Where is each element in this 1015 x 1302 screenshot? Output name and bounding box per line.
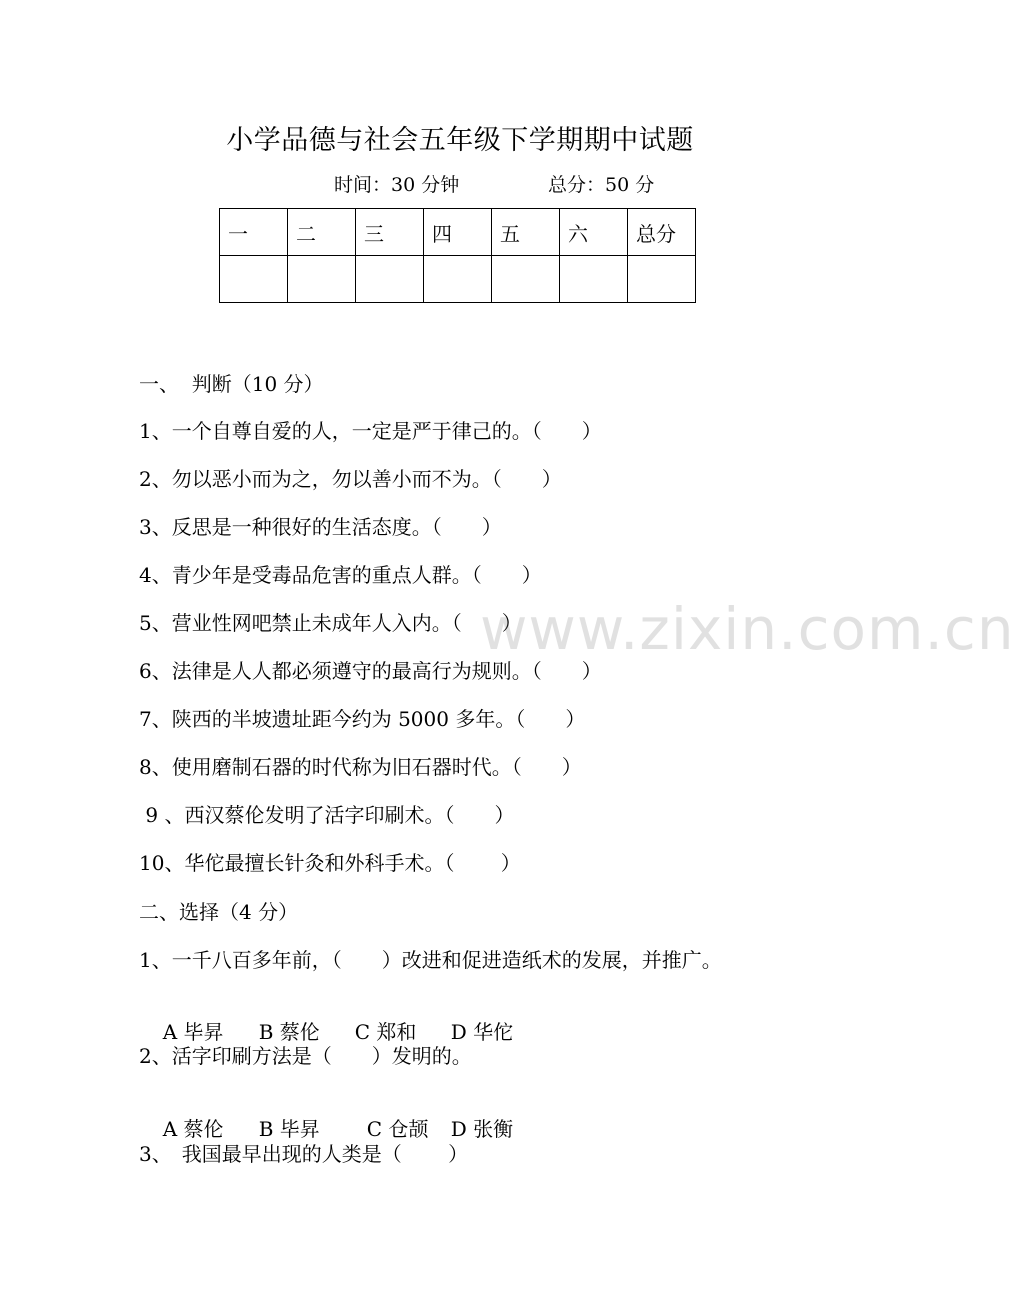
score-header-cell: 一 bbox=[220, 209, 288, 256]
total-score-label: 总分：50 分 bbox=[548, 174, 655, 196]
score-header-cell: 总分 bbox=[628, 209, 696, 256]
section-1-heading: 一、 判断（10 分） bbox=[139, 372, 324, 396]
score-value-cell[interactable] bbox=[628, 256, 696, 303]
score-value-cell[interactable] bbox=[560, 256, 628, 303]
choice-option[interactable]: B 蔡伦 bbox=[258, 1020, 320, 1044]
choice-options-2 bbox=[150, 1089, 513, 1142]
judgment-item: 9 、西汉蔡伦发明了活字印刷术。（ ） bbox=[139, 803, 515, 827]
score-table-header-row bbox=[220, 209, 696, 256]
score-value-cell[interactable] bbox=[424, 256, 492, 303]
judgment-item: 2、勿以恶小而为之，勿以善小而不为。（ ） bbox=[139, 467, 562, 491]
score-value-cell[interactable] bbox=[356, 256, 424, 303]
score-header-cell: 六 bbox=[560, 209, 628, 256]
choice-option[interactable]: B 毕昇 bbox=[258, 1117, 320, 1141]
choice-option[interactable]: A 蔡伦 bbox=[162, 1117, 224, 1141]
judgment-item: 6、法律是人人都必须遵守的最高行为规则。（ ） bbox=[139, 659, 602, 683]
choice-option[interactable]: C 仓颉 bbox=[366, 1117, 429, 1141]
judgment-item: 10、华佗最擅长针灸和外科手术。（ ） bbox=[139, 851, 521, 875]
score-header-cell: 四 bbox=[424, 209, 492, 256]
choice-options-1 bbox=[150, 992, 513, 1045]
choice-option[interactable]: C 郑和 bbox=[354, 1020, 417, 1044]
choice-option[interactable]: D 华佗 bbox=[450, 1020, 514, 1044]
score-header-cell: 三 bbox=[356, 209, 424, 256]
score-value-cell[interactable] bbox=[288, 256, 356, 303]
judgment-item: 7、陕西的半坡遗址距今约为 5000 多年。（ ） bbox=[139, 707, 586, 731]
choice-question-2: 2、活字印刷方法是（ ）发明的。 bbox=[139, 1044, 472, 1068]
page-title: 小学品德与社会五年级下学期期中试题 bbox=[226, 125, 694, 156]
choice-question-3: 3、 我国最早出现的人类是（ ） bbox=[139, 1142, 469, 1166]
score-table-value-row bbox=[220, 256, 696, 303]
choice-question-1: 1、一千八百多年前，（ ）改进和促进造纸术的发展，并推广。 bbox=[139, 948, 722, 972]
choice-option[interactable]: A 毕昇 bbox=[162, 1020, 224, 1044]
score-value-cell[interactable] bbox=[492, 256, 560, 303]
choice-option[interactable]: D 张衡 bbox=[450, 1117, 514, 1141]
time-label: 时间：30 分钟 bbox=[334, 174, 460, 196]
score-header-cell: 二 bbox=[288, 209, 356, 256]
judgment-item: 8、使用磨制石器的时代称为旧石器时代。（ ） bbox=[139, 755, 582, 779]
judgment-item: 1、一个自尊自爱的人，一定是严于律己的。（ ） bbox=[139, 419, 602, 443]
score-header-cell: 五 bbox=[492, 209, 560, 256]
watermark: www.zixin.com.cn bbox=[480, 595, 1015, 663]
section-2-heading: 二、选择（4 分） bbox=[139, 900, 299, 924]
judgment-item: 5、营业性网吧禁止未成年人入内。（ ） bbox=[139, 611, 522, 635]
score-table bbox=[219, 208, 696, 303]
judgment-item: 4、青少年是受毒品危害的重点人群。（ ） bbox=[139, 563, 542, 587]
judgment-item: 3、反思是一种很好的生活态度。（ ） bbox=[139, 515, 502, 539]
score-value-cell[interactable] bbox=[220, 256, 288, 303]
